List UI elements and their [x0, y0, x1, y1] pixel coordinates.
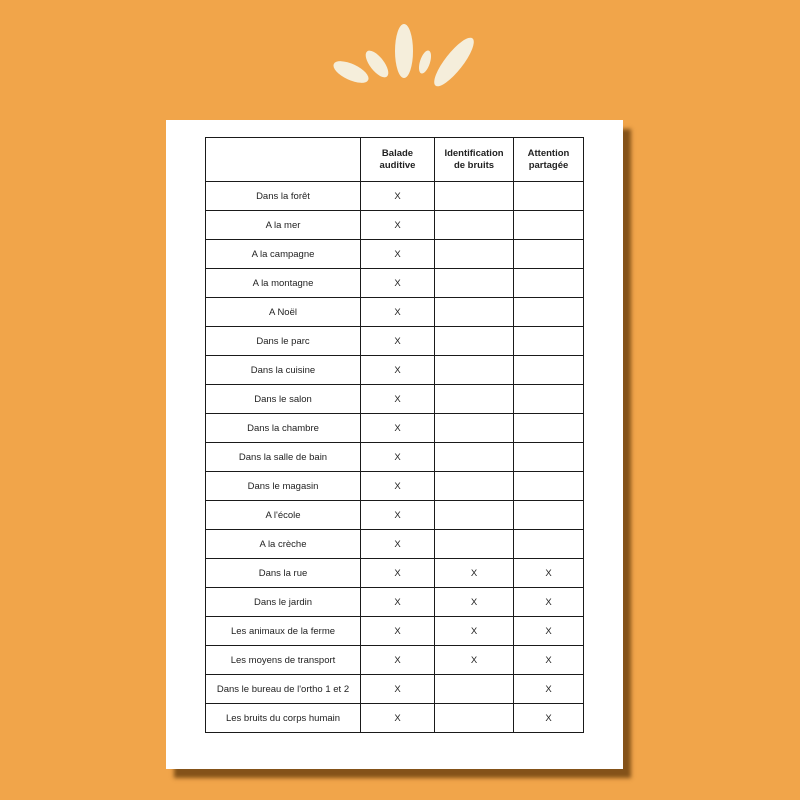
attention-cell: X: [514, 675, 584, 704]
header-balade-auditive: Balade auditive: [361, 138, 435, 182]
balade-cell: X: [361, 704, 435, 733]
table-row: [206, 327, 584, 356]
place-cell: Dans le magasin: [206, 472, 361, 501]
table-row: [206, 559, 584, 588]
table-body: [206, 182, 584, 733]
table-row: [206, 501, 584, 530]
balade-cell: X: [361, 646, 435, 675]
balade-cell: X: [361, 414, 435, 443]
place-cell: Les animaux de la ferme: [206, 617, 361, 646]
identification-cell: [435, 501, 514, 530]
table-row: [206, 269, 584, 298]
attention-cell: [514, 530, 584, 559]
identification-cell: [435, 675, 514, 704]
place-cell: A l'école: [206, 501, 361, 530]
burst-stroke: [417, 49, 434, 75]
place-cell: Dans la chambre: [206, 414, 361, 443]
attention-cell: X: [514, 588, 584, 617]
balade-cell: X: [361, 530, 435, 559]
table-row: [206, 356, 584, 385]
identification-cell: [435, 414, 514, 443]
place-cell: Les moyens de transport: [206, 646, 361, 675]
table-row: [206, 240, 584, 269]
identification-cell: [435, 356, 514, 385]
balade-cell: X: [361, 617, 435, 646]
table-row: [206, 530, 584, 559]
balade-cell: X: [361, 211, 435, 240]
identification-cell: X: [435, 588, 514, 617]
balade-cell: X: [361, 501, 435, 530]
table-row: [206, 414, 584, 443]
attention-cell: [514, 327, 584, 356]
table-row: [206, 646, 584, 675]
attention-cell: X: [514, 617, 584, 646]
place-cell: Dans la forêt: [206, 182, 361, 211]
place-cell: A la campagne: [206, 240, 361, 269]
table-row: [206, 385, 584, 414]
table-row: [206, 588, 584, 617]
balade-cell: X: [361, 559, 435, 588]
attention-cell: [514, 356, 584, 385]
sparkle-burst-icon: [320, 14, 490, 94]
balade-cell: X: [361, 298, 435, 327]
place-cell: Les bruits du corps humain: [206, 704, 361, 733]
table-row: [206, 182, 584, 211]
place-cell: Dans la cuisine: [206, 356, 361, 385]
identification-cell: [435, 704, 514, 733]
attention-cell: [514, 443, 584, 472]
place-cell: A la mer: [206, 211, 361, 240]
header-place: [206, 138, 361, 182]
activity-table: [205, 137, 584, 733]
identification-cell: [435, 385, 514, 414]
burst-stroke: [428, 33, 479, 91]
balade-cell: X: [361, 675, 435, 704]
attention-cell: [514, 298, 584, 327]
identification-cell: [435, 443, 514, 472]
balade-cell: X: [361, 356, 435, 385]
header-attention-partagee: Attention partagée: [514, 138, 584, 182]
identification-cell: [435, 298, 514, 327]
balade-cell: X: [361, 588, 435, 617]
place-cell: Dans le bureau de l'ortho 1 et 2: [206, 675, 361, 704]
place-cell: Dans le jardin: [206, 588, 361, 617]
place-cell: Dans le parc: [206, 327, 361, 356]
table-row: [206, 472, 584, 501]
table-row: [206, 704, 584, 733]
balade-cell: X: [361, 182, 435, 211]
attention-cell: X: [514, 646, 584, 675]
attention-cell: [514, 240, 584, 269]
place-cell: A Noël: [206, 298, 361, 327]
identification-cell: [435, 269, 514, 298]
table-header-row: [206, 138, 584, 182]
identification-cell: X: [435, 559, 514, 588]
place-cell: Dans le salon: [206, 385, 361, 414]
identification-cell: [435, 240, 514, 269]
attention-cell: [514, 414, 584, 443]
identification-cell: X: [435, 617, 514, 646]
identification-cell: [435, 182, 514, 211]
table-row: [206, 298, 584, 327]
attention-cell: [514, 472, 584, 501]
balade-cell: X: [361, 269, 435, 298]
place-cell: Dans la salle de bain: [206, 443, 361, 472]
attention-cell: [514, 211, 584, 240]
identification-cell: X: [435, 646, 514, 675]
attention-cell: [514, 182, 584, 211]
balade-cell: X: [361, 327, 435, 356]
burst-stroke: [330, 57, 371, 88]
header-identification-de-bruits: Identification de bruits: [435, 138, 514, 182]
table-row: [206, 443, 584, 472]
burst-stroke: [395, 24, 413, 78]
balade-cell: X: [361, 443, 435, 472]
balade-cell: X: [361, 240, 435, 269]
identification-cell: [435, 472, 514, 501]
table-row: [206, 617, 584, 646]
attention-cell: [514, 385, 584, 414]
place-cell: A la crèche: [206, 530, 361, 559]
attention-cell: [514, 501, 584, 530]
attention-cell: X: [514, 559, 584, 588]
worksheet-page: [166, 120, 623, 769]
attention-cell: [514, 269, 584, 298]
attention-cell: X: [514, 704, 584, 733]
balade-cell: X: [361, 385, 435, 414]
identification-cell: [435, 327, 514, 356]
place-cell: A la montagne: [206, 269, 361, 298]
identification-cell: [435, 530, 514, 559]
table-row: [206, 211, 584, 240]
identification-cell: [435, 211, 514, 240]
balade-cell: X: [361, 472, 435, 501]
place-cell: Dans la rue: [206, 559, 361, 588]
table-row: [206, 675, 584, 704]
